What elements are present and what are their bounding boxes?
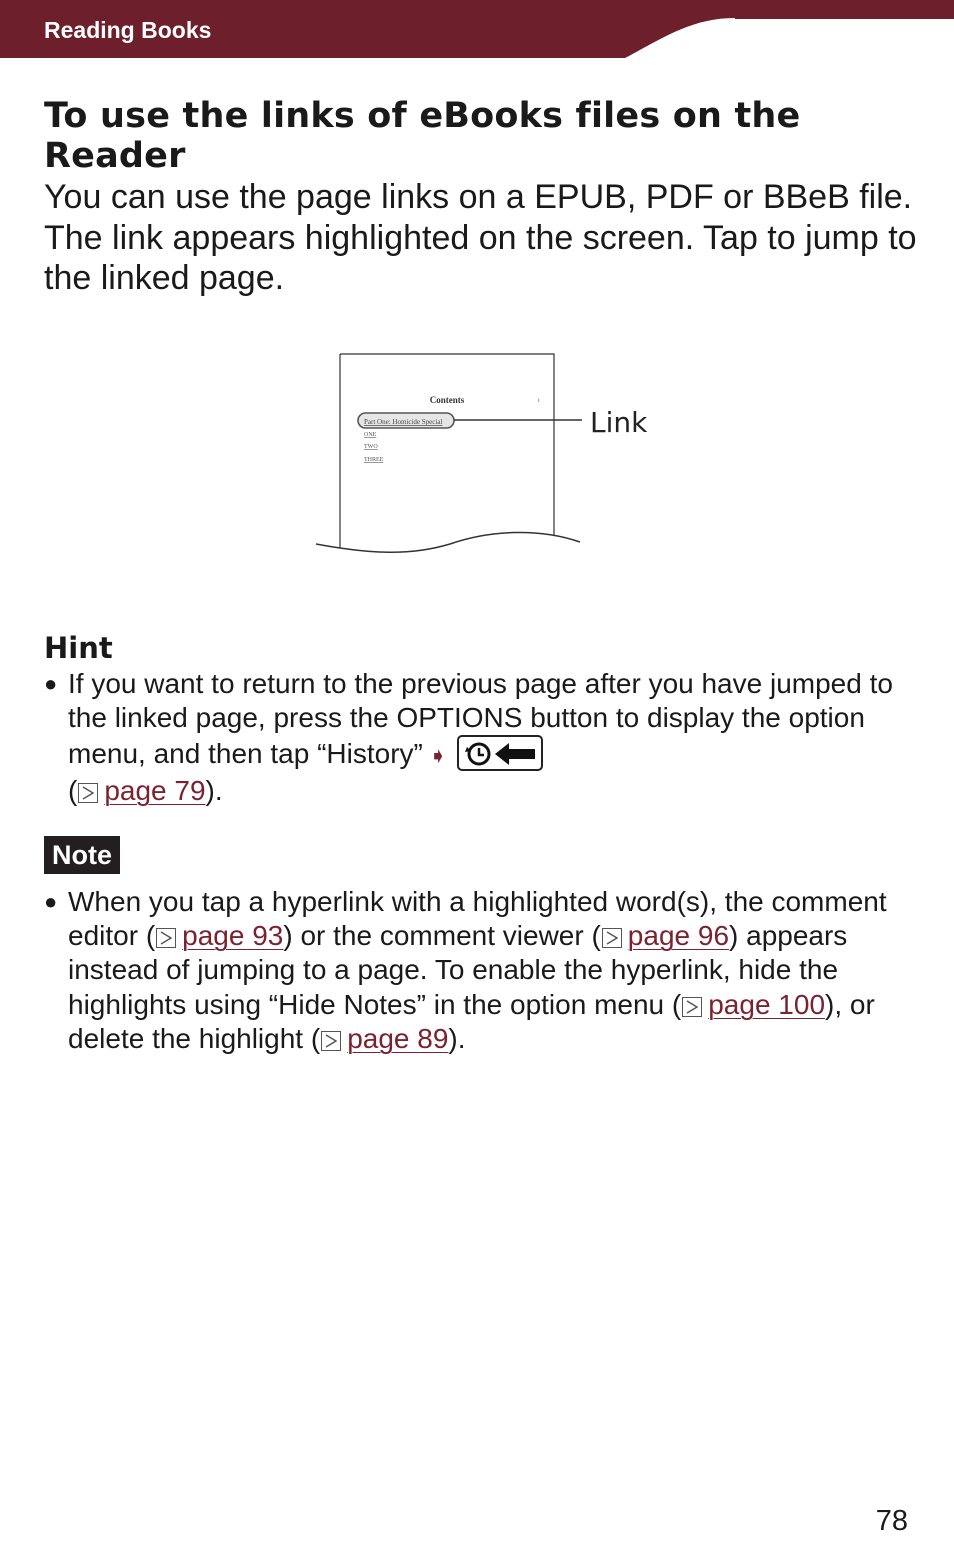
intro-text [44, 177, 934, 299]
page-reference-icon [78, 783, 98, 803]
intro-paragraph-2: The link appears highlighted on the screen. Tap to jump to the linked page. [44, 218, 917, 297]
note-page-link-100[interactable]: page 100 [708, 988, 826, 1020]
figure-item-2[interactable]: ONE [364, 432, 377, 438]
hint-title: Hint [44, 631, 113, 665]
note-text-3: ) appears instead of jumping to a page. To enable the hyperlink, hide the highlights using “Hide Notes” in the option menu ( [68, 920, 848, 1020]
hint-ref-open: ( [68, 774, 78, 806]
note-page-link-96[interactable]: page 96 [627, 920, 730, 952]
page-reference-icon [682, 997, 702, 1017]
hint-page-link[interactable]: page 79 [104, 774, 206, 806]
page-reference-icon [156, 928, 176, 948]
figure-item-4[interactable]: THREE [364, 457, 384, 463]
page-reference-icon [321, 1031, 341, 1051]
figure-item-1[interactable]: Part One: Homicide Special [364, 418, 443, 426]
hint-ref-close: ). [205, 774, 223, 806]
figure-page-heading: Contents [429, 395, 465, 405]
header-title: Reading Books [44, 17, 212, 43]
note-page-link-89[interactable]: page 89 [347, 1022, 449, 1054]
arrow-right-icon: ➧ [428, 743, 448, 769]
note-text-2: ) or the comment viewer ( [283, 920, 601, 952]
note-text-5: ). [448, 1022, 466, 1054]
figure-page-marker: i [538, 398, 540, 404]
page-reference-icon [602, 928, 622, 948]
note-page-link-93[interactable]: page 93 [182, 920, 284, 952]
page-number: 78 [875, 1505, 908, 1537]
intro-paragraph-1: You can use the page links on a EPUB, PDF or BBeB file. [44, 178, 913, 216]
hint-item [44, 667, 904, 808]
note-label: Note [44, 836, 120, 874]
note-item [44, 885, 904, 1056]
bullet-dot: ● [44, 889, 58, 914]
figure-item-3[interactable]: TWO [364, 444, 378, 450]
note-text-4: ), or delete the highlight ( [68, 988, 875, 1054]
history-back-icon [457, 735, 543, 771]
bullet-dot: ● [44, 671, 58, 696]
note-text-1: When you tap a hyperlink with a highlighted word(s), the comment editor ( [68, 886, 887, 952]
callout-label: Link [590, 406, 648, 439]
hint-text: If you want to return to the previous page after you have jumped to the linked page, press the OPTIONS button to display the option menu, and then tap “History” [68, 668, 893, 770]
ebook-page-illustration [310, 350, 670, 560]
section-title: To use the links of eBooks files on the Reader [44, 96, 801, 176]
header-bar [0, 0, 954, 58]
link-illustration [310, 350, 670, 560]
